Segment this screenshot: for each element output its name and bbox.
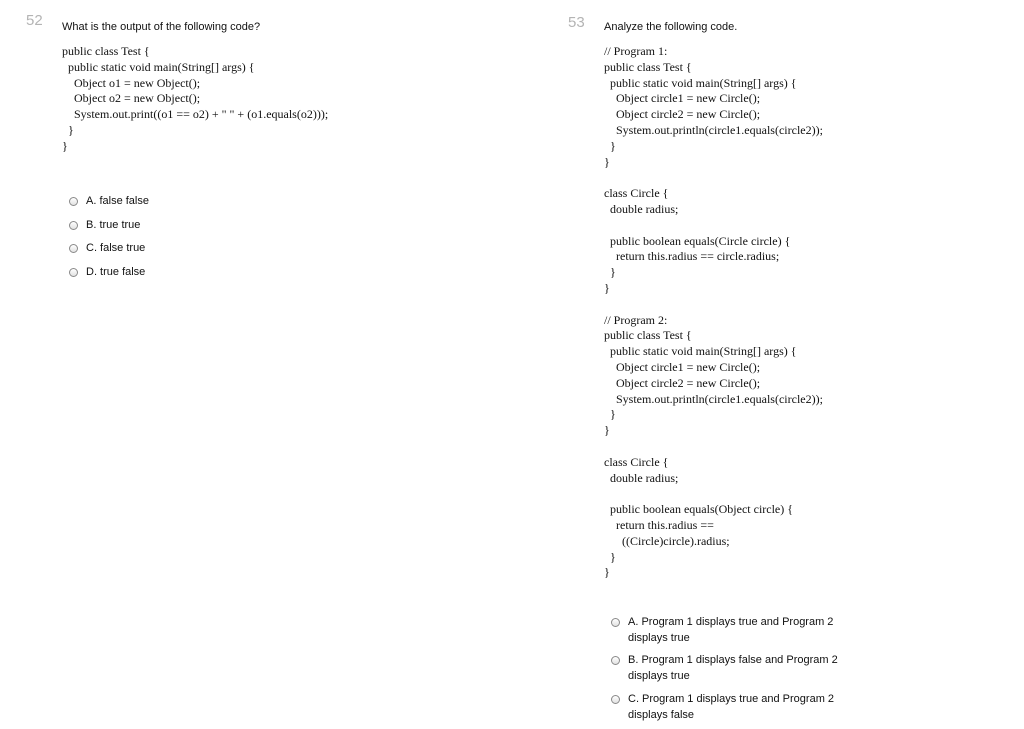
option-d[interactable] <box>69 267 145 280</box>
option-b[interactable] <box>69 220 140 233</box>
option-label: A. false false <box>86 195 149 207</box>
radio-button[interactable] <box>611 695 620 704</box>
question-number: 53 <box>568 14 585 31</box>
option-c[interactable] <box>69 243 145 256</box>
option-a[interactable] <box>611 617 850 646</box>
radio-button[interactable] <box>69 268 78 277</box>
option-label: C. Program 1 displays true and Program 2 displays false <box>628 693 835 721</box>
option-a[interactable] <box>69 196 149 209</box>
radio-button[interactable] <box>69 244 78 253</box>
option-label: B. Program 1 displays false and Program 2 displays true <box>628 654 838 682</box>
option-label: C. false true <box>86 242 146 254</box>
option-label: D. true false <box>86 266 146 278</box>
radio-button[interactable] <box>69 197 78 206</box>
option-label: B. true true <box>86 219 141 231</box>
radio-button[interactable] <box>69 221 78 230</box>
radio-button[interactable] <box>611 656 620 665</box>
question-number: 52 <box>26 12 43 29</box>
option-c[interactable] <box>611 694 850 723</box>
question-prompt: What is the output of the following code? <box>62 21 261 33</box>
code-block: // Program 1: public class Test { public static void main(String[] args) { Object circle1 = new Circle(); Object circle2 = new Circle(); System.out.println(circle1.equals(circle2)); } } class Circle { double radius; public boolean equals(Circle circle) { return this.radius == circle.radius; } } // Program 2: public class Test { public static void main(String[] args) { Object circle1 = new Circle(); Object circle2 = new Circle(); System.out.println(circle1.equals(circle2)); } } class Circle { double radius; public boolean equals(Object circle) { return this.radius == ((Circle)circle).radius; } } <box>604 44 823 580</box>
option-b[interactable] <box>611 655 850 684</box>
option-label: A. Program 1 displays true and Program 2 displays true <box>628 616 834 644</box>
radio-button[interactable] <box>611 618 620 627</box>
question-prompt: Analyze the following code. <box>604 21 738 33</box>
code-block: public class Test { public static void main(String[] args) { Object o1 = new Object(); Object o2 = new Object(); System.out.print((o1 == o2) + " " + (o1.equals(o2))); } } <box>62 44 329 153</box>
